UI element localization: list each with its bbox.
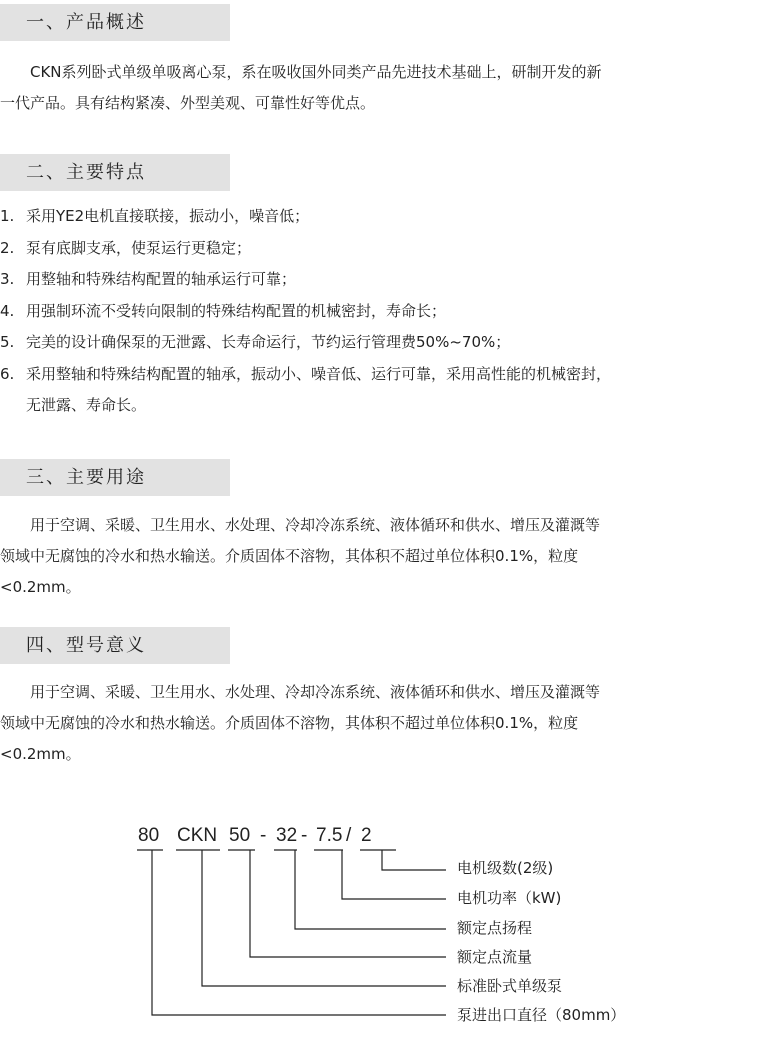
item-number: 5. [0, 333, 15, 351]
model-paragraph [0, 677, 780, 770]
item-number: 2. [0, 238, 15, 257]
list-item [0, 327, 780, 359]
list-item [0, 296, 780, 328]
item-text: 用整轴和特殊结构配置的轴承运行可靠； [26, 270, 297, 288]
item-text: 采用YE2电机直接联接，振动小，噪音低； [26, 207, 310, 225]
paragraph-line: 领域中无腐蚀的冷水和热水输送。介质固体不溶物，其体积不超过单位体积0.1%，粒度 [0, 714, 579, 732]
item-number: 3. [0, 270, 15, 288]
paragraph-line: <0.2mm。 [0, 578, 81, 596]
paragraph-line: CKN系列卧式单级单吸离心泵，系在吸收国外同类产品先进技术基础上，研制开发的新 [0, 63, 602, 81]
model-part-slash: / [346, 825, 352, 846]
item-text: 完美的设计确保泵的无泄露、长寿命运行，节约运行管理费50%~70%； [26, 333, 511, 351]
item-number: 4. [0, 301, 15, 320]
section-heading-overview: 一、产品概述 [0, 4, 230, 41]
paragraph-line: 用于空调、采暖、卫生用水、水处理、冷却冷冻系统、液体循环和供水、增压及灌溉等 [0, 516, 601, 534]
item-text: 用强制环流不受转向限制的特殊结构配置的机械密封，寿命长； [26, 301, 447, 320]
list-item [0, 233, 780, 265]
label-pump-type: 标准卧式单级泵 [457, 977, 563, 995]
paragraph-line: <0.2mm。 [0, 745, 81, 763]
list-item [0, 359, 780, 391]
label-inlet-outlet-diameter: 泵进出口直径（80mm） [457, 1006, 626, 1024]
model-part-poles: 2 [361, 825, 372, 846]
section-heading-features: 二、主要特点 [0, 154, 230, 191]
list-item [0, 201, 780, 233]
item-text: 采用整轴和特殊结构配置的轴承，振动小、噪音低、运行可靠，采用高性能的机械密封， [26, 364, 612, 383]
item-number: 6. [0, 364, 15, 383]
overview-paragraph [0, 57, 780, 119]
model-part-diameter: 80 [138, 825, 160, 846]
usage-paragraph [0, 510, 780, 603]
section-heading-model-meaning: 四、型号意义 [0, 627, 230, 664]
paragraph-line: 用于空调、采暖、卫生用水、水处理、冷却冷冻系统、液体循环和供水、增压及灌溉等 [0, 683, 601, 701]
list-item-continuation [0, 390, 780, 422]
model-part-series: CKN [177, 825, 218, 846]
model-code-diagram [0, 820, 780, 1040]
section-heading-usage: 三、主要用途 [0, 459, 230, 496]
item-text: 泵有底脚支承，使泵运行更稳定； [26, 238, 252, 257]
model-part-power: 7.5 [316, 825, 343, 846]
model-part-dash: - [260, 825, 267, 846]
model-part-head: 32 [276, 825, 298, 846]
item-number: 1. [0, 207, 15, 225]
label-rated-head: 额定点扬程 [457, 919, 533, 937]
label-motor-poles: 电机级数(2级) [457, 859, 554, 877]
model-connector-lines [0, 820, 780, 1040]
label-rated-flow: 额定点流量 [457, 948, 533, 966]
paragraph-line: 一代产品。具有结构紧凑、外型美观、可靠性好等优点。 [0, 94, 376, 112]
item-text: 无泄露、寿命长。 [26, 396, 147, 414]
model-part-flow: 50 [229, 825, 251, 846]
list-item [0, 264, 780, 296]
label-motor-power: 电机功率（kW) [457, 889, 562, 907]
paragraph-line: 领域中无腐蚀的冷水和热水输送。介质固体不溶物，其体积不超过单位体积0.1%，粒度 [0, 547, 579, 565]
features-list [0, 201, 780, 422]
model-part-dash: - [301, 825, 308, 846]
